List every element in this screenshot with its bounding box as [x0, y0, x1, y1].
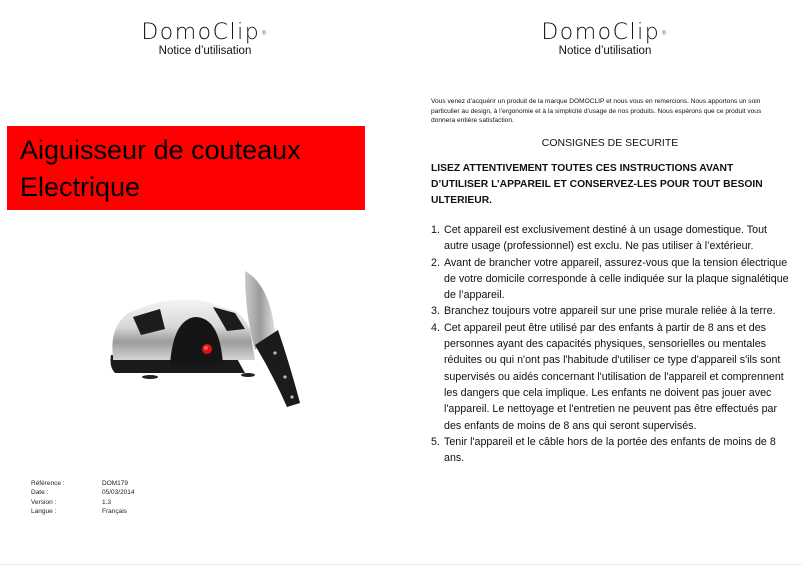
intro-paragraph: Vous venez d’acquérir un produit de la marque DOMOCLIP et nous vous en remercions. Nous apportons un soin particulier au design, à l’ergonomie et à la simplicité d’usage de nos produits. Nous espérons que ce produit vous donnera entière satisfaction. [431, 98, 762, 125]
meta-label: Date : [31, 489, 49, 497]
brand-logo [120, 22, 290, 58]
meta-value: 05/03/2014 [102, 489, 135, 497]
product-title-line-2: Electrique [20, 172, 141, 202]
registered-mark: ® [261, 30, 269, 37]
brand-logo-right [520, 22, 690, 58]
product-image [95, 255, 310, 415]
list-text: Branchez toujours votre appareil sur une prise murale reliée à la terre. [444, 305, 776, 318]
meta-row-date [31, 488, 135, 497]
meta-value: Français [102, 507, 127, 515]
list-item [431, 303, 791, 319]
safety-warning: LISEZ ATTENTIVEMENT TOUTES CES INSTRUCTIONS AVANT D’UTILISER L’APPAREIL ET CONSERVEZ-LES POUR TOUT BESOIN ULTERIEUR. [431, 163, 763, 206]
document-metadata [31, 479, 135, 516]
list-text: Cet appareil peut être utilisé par des enfants à partir de 8 ans et des personnes ayant des capacités physiques, sensorielles ou mentales réduites ou qui n'ont pas l'habitude d'utiliser ce type d'appareil s'ils sont supervisés ou aidés concernant l'utilisation de l'appareil et comprennent les dangers que cela implique. Les enfants ne doivent pas jouer avec l'appareil. Le nettoyage et l'entretien ne peuvent pas être effectués par des enfants de moins de 8 ans qui seront supervisés. [444, 321, 784, 432]
list-number: 2. [431, 256, 440, 269]
page-bottom-divider [0, 564, 802, 565]
meta-value: 1.3 [102, 498, 112, 506]
brand-name: DomoClip [541, 20, 661, 45]
safety-instructions-list [431, 222, 791, 466]
list-item [431, 255, 791, 304]
meta-row-reference [31, 479, 135, 488]
section-title: CONSIGNES DE SECURITE [541, 137, 679, 149]
brand-name: DomoClip [141, 20, 261, 45]
product-title-banner [7, 126, 365, 210]
list-number: 5. [431, 435, 440, 448]
meta-label: Langue : [31, 507, 57, 515]
logo-subtitle: Notice d’utilisation [558, 45, 652, 57]
meta-label: Version : [31, 498, 57, 506]
list-item [431, 222, 791, 255]
list-text: Avant de brancher votre appareil, assurez-vous que la tension électrique de votre domicile corresponde à celle indiquée sur la plaque signalétique de l’appareil. [444, 256, 789, 302]
list-number: 1. [431, 224, 440, 236]
list-number: 3. [431, 305, 440, 318]
logo-subtitle: Notice d’utilisation [158, 45, 252, 57]
knife-sharpener-image [95, 255, 310, 415]
meta-row-version [31, 498, 135, 507]
list-number: 4. [431, 321, 440, 334]
registered-mark: ® [661, 30, 669, 37]
meta-value: DOM179 [102, 480, 129, 487]
product-title-line-1: Aiguisseur de couteaux [20, 135, 301, 165]
meta-row-language [31, 507, 135, 516]
list-item [431, 320, 791, 434]
left-page [0, 0, 401, 564]
list-item [431, 434, 791, 467]
meta-label: Référence : [31, 480, 65, 487]
list-text: Tenir l'appareil et le câble hors de la portée des enfants de moins de 8 ans. [444, 435, 776, 465]
list-text: Cet appareil est exclusivement destiné à un usage domestique. Tout autre usage (professionnel) est exclu. Ne pas utiliser à l’extérieur. [444, 224, 767, 253]
